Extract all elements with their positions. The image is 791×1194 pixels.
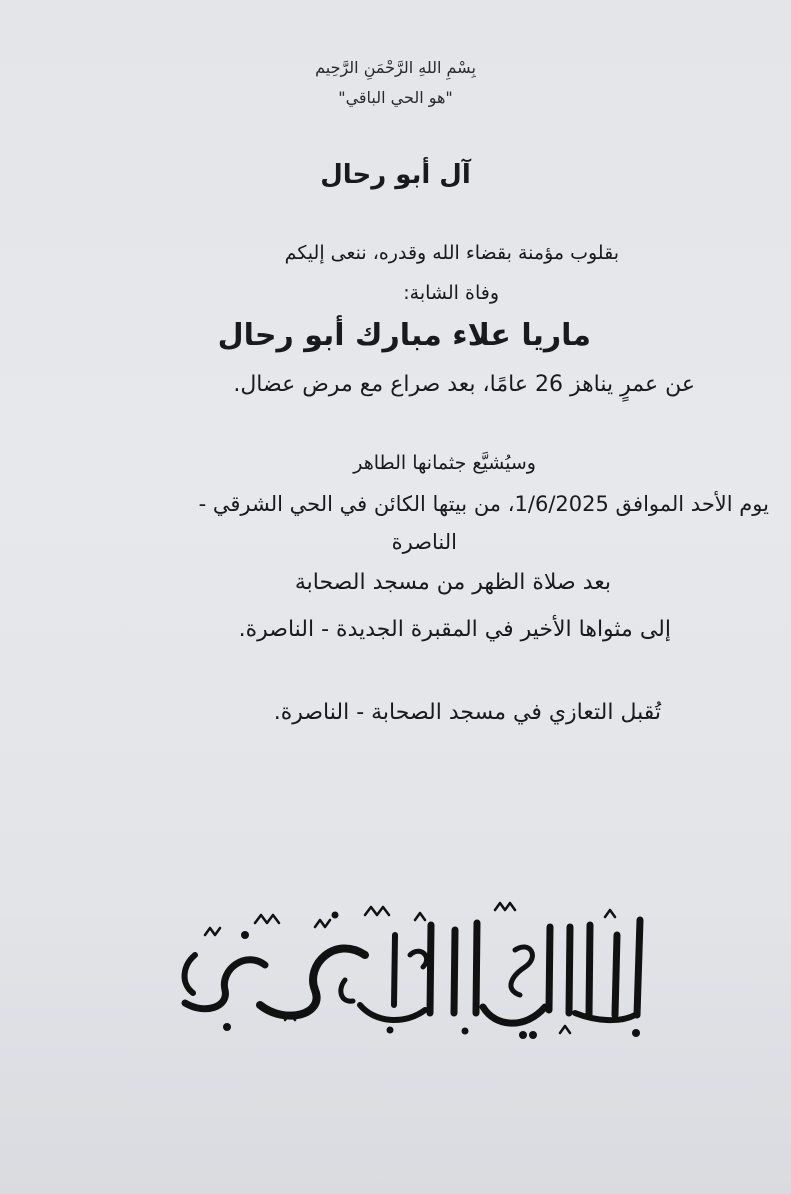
- funeral-date-line: يوم الأحد الموافق 1/6/2025، من بيتها الكائن في الحي الشرقي -: [198, 492, 769, 516]
- age-line: عن عمرٍ يناهز 26 عامًا، بعد صراع مع مرض عضال.: [233, 372, 695, 397]
- burial-line: إلى مثواها الأخير في المقبرة الجديدة - الناصرة.: [238, 617, 671, 642]
- deceased-name: ماريا علاء مبارك أبو رحال: [217, 318, 591, 353]
- bismillah-header: بِسْمِ اللهِ الرَّحْمَنِ الرَّحِيم: [315, 58, 476, 77]
- announcement-intro: بقلوب مؤمنة بقضاء الله وقدره، ننعى إليكم: [284, 242, 619, 264]
- condolences-line: تُقبل التعازي في مسجد الصحابة - الناصرة.: [273, 700, 661, 725]
- quran-verse-calligraphy: [165, 895, 660, 1045]
- announcement-subject-label: وفاة الشابة:: [403, 282, 499, 304]
- after-prayer-line: بعد صلاة الظهر من مسجد الصحابة: [294, 570, 611, 595]
- funeral-lead: وسيُشيَّع جثمانها الطاهر: [353, 452, 536, 474]
- funeral-city-line: الناصرة: [391, 530, 457, 554]
- header-subtitle: "هو الحي الباقي": [338, 88, 453, 107]
- family-name-heading: آل أبو رحال: [320, 160, 471, 190]
